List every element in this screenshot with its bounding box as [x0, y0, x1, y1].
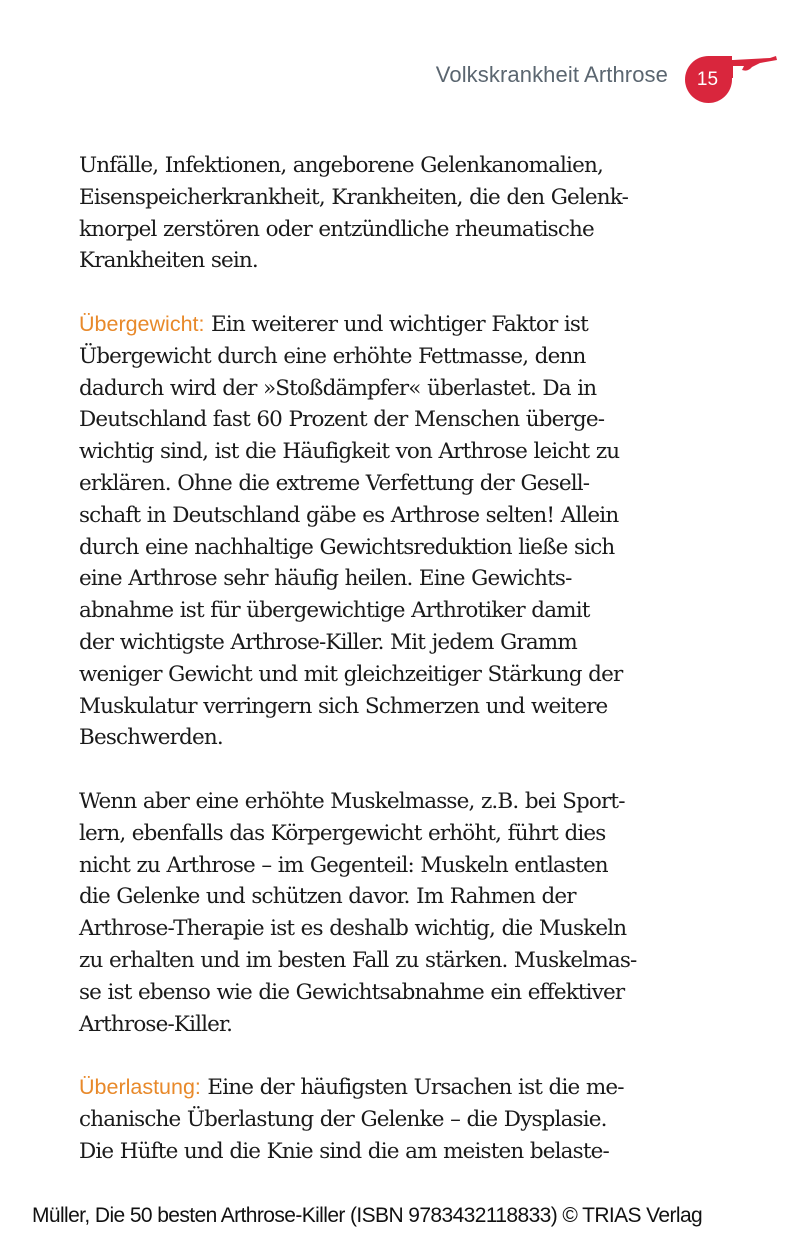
- running-head: Volkskrankheit Arthrose: [435, 62, 668, 87]
- section-lead-ueberlastung: Überlastung:: [79, 1075, 201, 1100]
- text-line: Wenn aber eine erhöhte Muskelmasse, z.B. bei Sport-: [79, 788, 625, 814]
- text-line: [79, 1072, 679, 1104]
- text-line: Beschwerden.: [79, 725, 223, 751]
- text-fragment: Eine der häufigsten Ursachen ist die me-: [200, 1075, 624, 1101]
- text-line: knorpel zerstören oder entzündliche rheumatische: [79, 216, 594, 242]
- text-line: durch eine nachhaltige Gewichtsreduktion ließe sich: [79, 534, 615, 560]
- text-line: der wichtigste Arthrose-Killer. Mit jedem Gramm: [79, 629, 577, 655]
- text-line: Unfälle, Infektionen, angeborene Gelenkanomalien,: [79, 153, 603, 178]
- text-line: Deutschland fast 60 Prozent der Menschen überge-: [79, 407, 605, 433]
- text-line: lern, ebenfalls das Körpergewicht erhöht, führt dies: [79, 820, 606, 846]
- text-line: dadurch wird der »Stoßdämpfer« überlastet. Da in: [79, 375, 597, 401]
- text-line: nicht zu Arthrose – im Gegenteil: Muskeln entlasten: [79, 852, 608, 878]
- text-line: erklären. Ohne die extreme Verfettung der Gesell-: [79, 470, 590, 496]
- pointing-hand-icon: [730, 54, 778, 80]
- text-line: Übergewicht durch eine erhöhte Fettmasse, denn: [79, 343, 586, 369]
- text-line: chanische Überlastung der Gelenke – die Dysplasie.: [79, 1106, 607, 1132]
- text-line: Arthrose-Killer.: [79, 1011, 233, 1037]
- body-text: [79, 150, 679, 1199]
- text-line: schaft in Deutschland gäbe es Arthrose selten! Allein: [79, 502, 619, 528]
- text-line: wichtig sind, ist die Häufigkeit von Arthrose leicht zu: [79, 439, 620, 465]
- section-lead-uebergewicht: Übergewicht:: [79, 311, 205, 336]
- paragraph-ueberlastung: [79, 1072, 679, 1167]
- text-line: abnahme ist für übergewichtige Arthrotiker damit: [79, 598, 590, 624]
- text-line: Muskulatur verringern sich Schmerzen und weitere: [79, 693, 608, 719]
- page-number-badge: [685, 56, 732, 103]
- text-line: eine Arthrose sehr häufig heilen. Eine Gewichts-: [79, 566, 572, 592]
- paragraph-muskelmasse: [79, 786, 679, 1040]
- paragraph-uebergewicht: [79, 309, 679, 754]
- text-line: Eisenspeicherkrankheit, Krankheiten, die den Gelenk-: [79, 184, 628, 210]
- text-fragment: Ein weiterer und wichtiger Faktor ist: [204, 311, 588, 337]
- text-line: [79, 309, 679, 341]
- page-number: 15: [696, 69, 719, 90]
- text-line: Die Hüfte und die Knie sind die am meisten belaste-: [79, 1138, 609, 1164]
- text-line: Arthrose-Therapie ist es deshalb wichtig, die Muskeln: [79, 916, 627, 942]
- text-line: Krankheiten sein.: [79, 248, 258, 274]
- text-line: se ist ebenso wie die Gewichtsabnahme ein effektiver: [79, 979, 625, 1005]
- text-line: die Gelenke und schützen davor. Im Rahmen der: [79, 884, 576, 910]
- text-line: zu erhalten und im besten Fall zu stärken. Muskelmas-: [79, 947, 637, 973]
- text-line: weniger Gewicht und mit gleichzeitiger Stärkung der: [79, 661, 623, 687]
- paragraph-causes: [79, 150, 679, 277]
- citation-footer: Müller, Die 50 besten Arthrose-Killer (ISBN 9783432118833) © TRIAS Verlag: [32, 1204, 703, 1227]
